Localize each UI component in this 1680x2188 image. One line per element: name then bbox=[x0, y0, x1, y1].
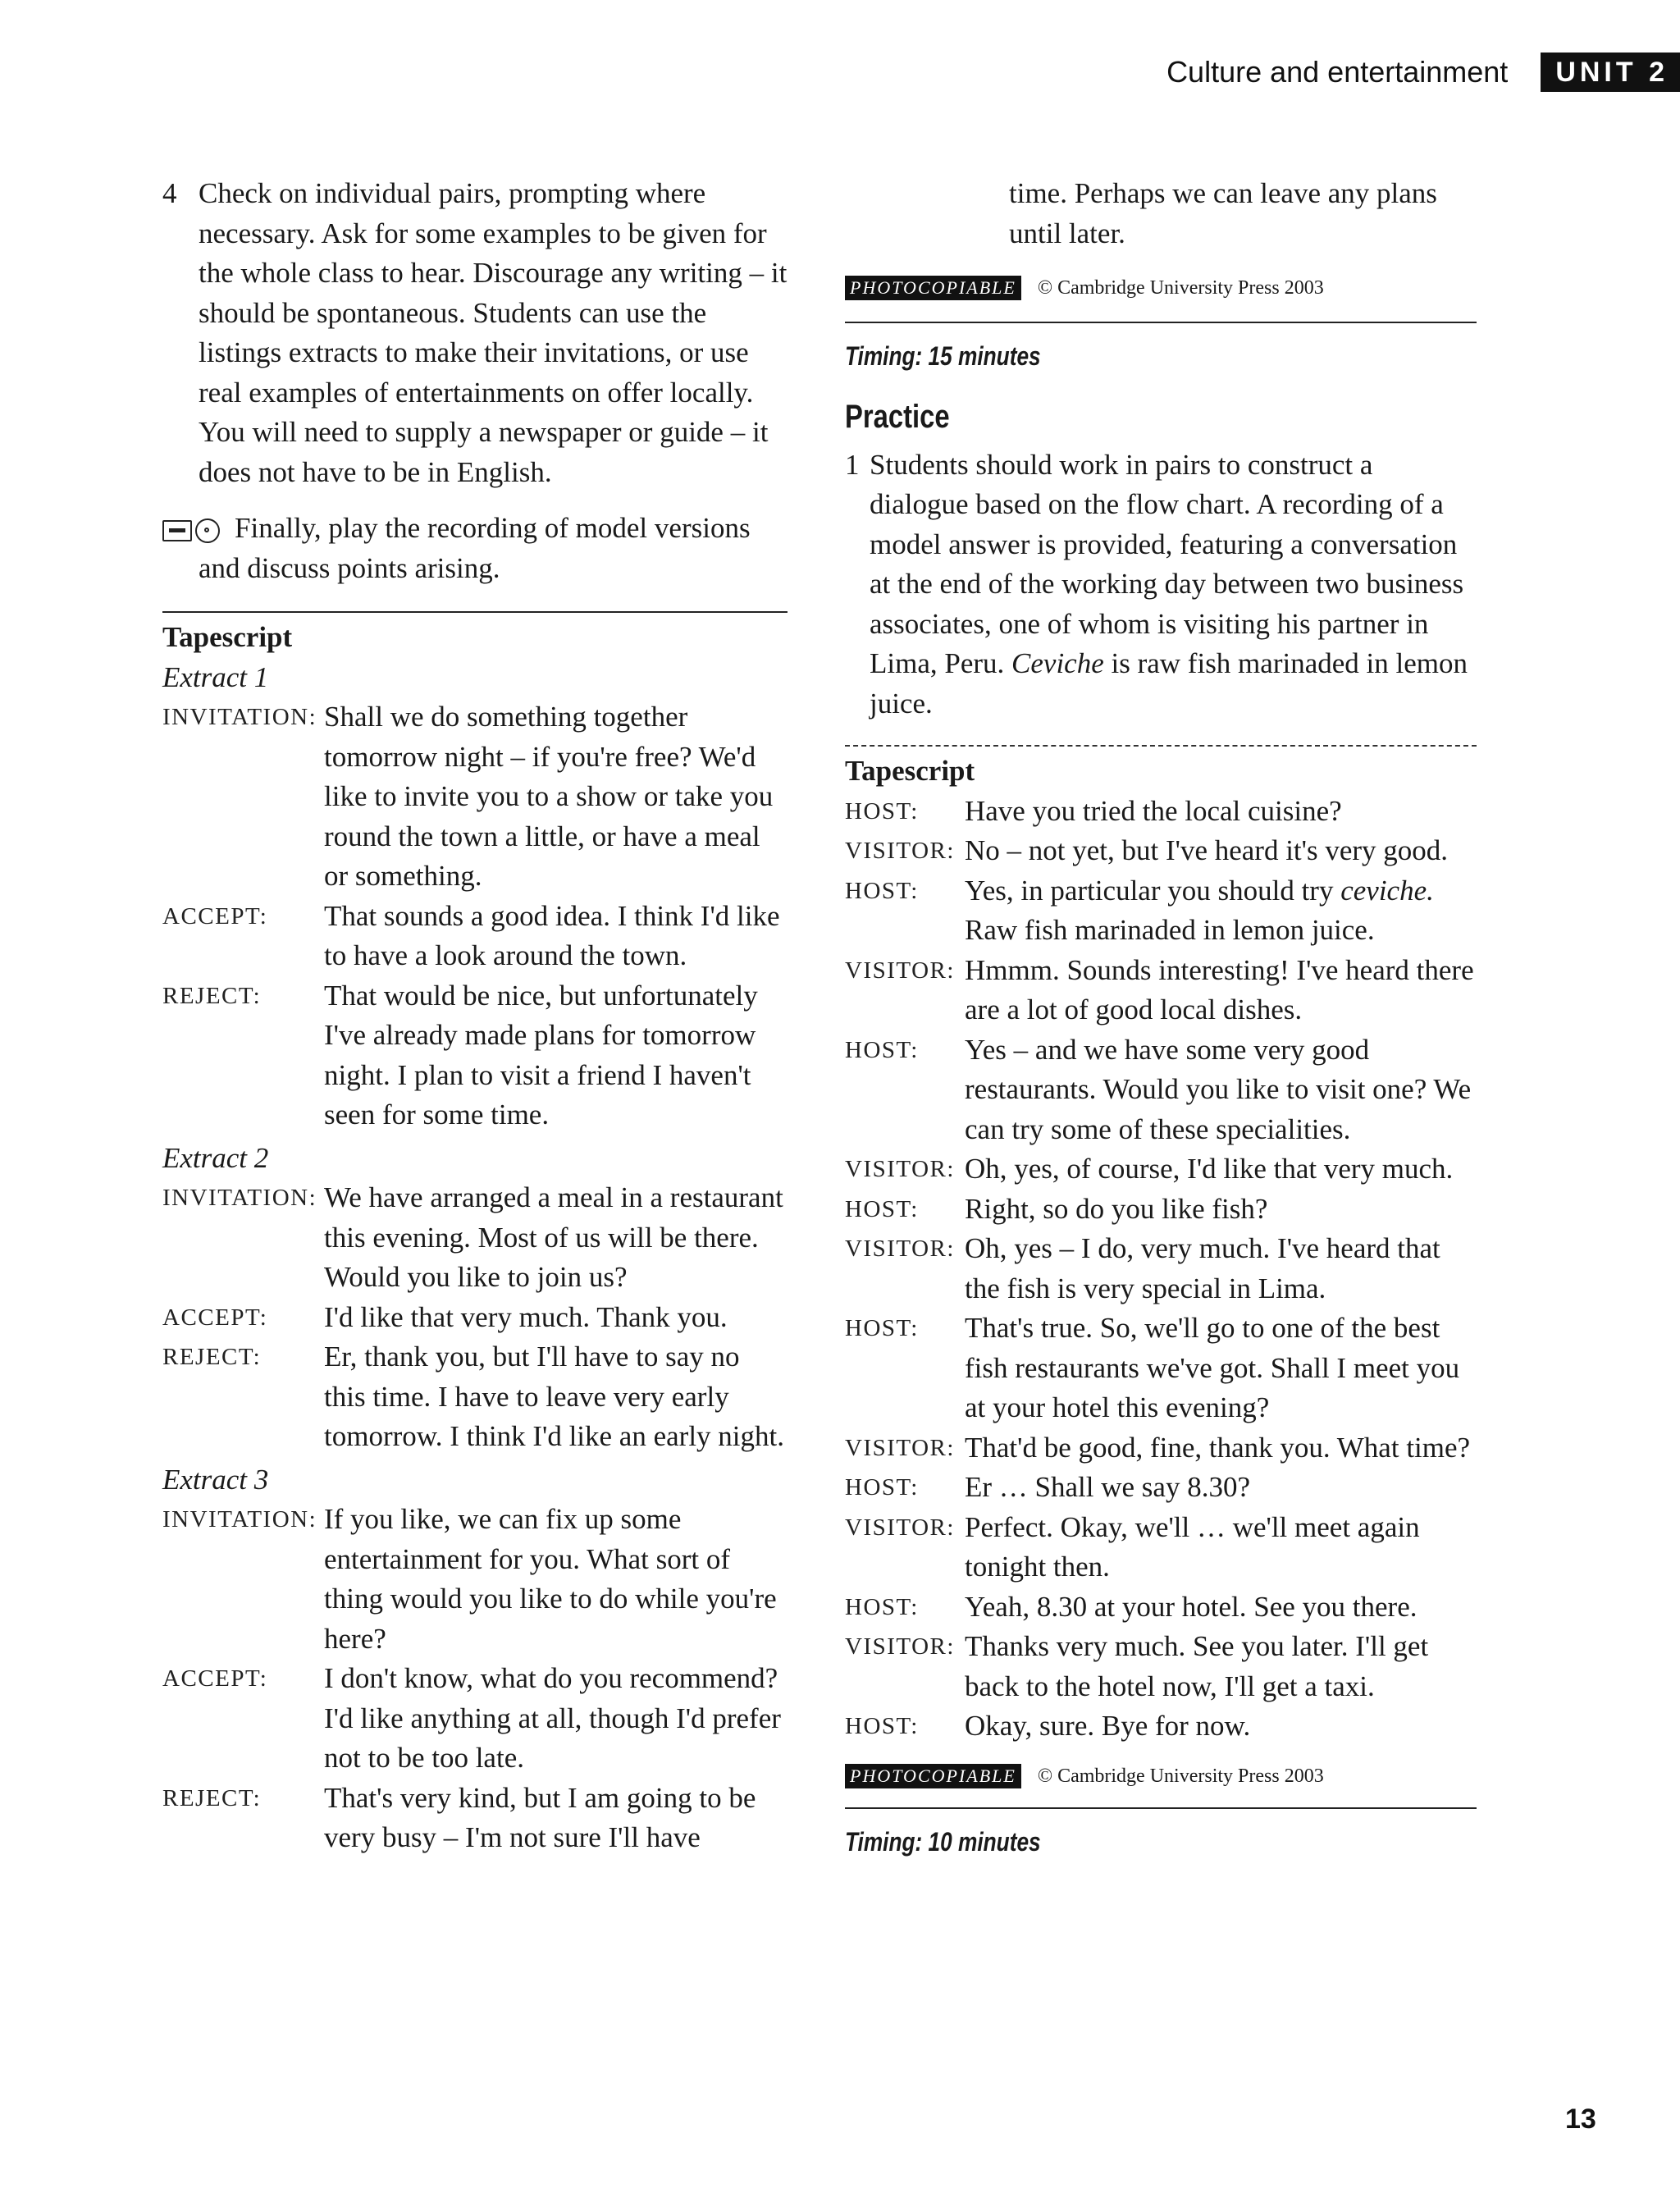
tapescript-line bbox=[162, 1500, 788, 1659]
speech-text: Perfect. Okay, we'll … we'll meet again tonight then. bbox=[965, 1510, 1420, 1583]
speech-text: That'd be good, fine, thank you. What time? bbox=[965, 1431, 1471, 1464]
speech-text: Oh, yes, of course, I'd like that very much. bbox=[965, 1153, 1454, 1185]
section-title: Culture and entertainment bbox=[1166, 55, 1509, 89]
extract-title: Extract 3 bbox=[162, 1463, 269, 1496]
speaker-label: HOST: bbox=[845, 1315, 919, 1341]
copyright-text: © Cambridge University Press 2003 bbox=[1037, 1765, 1324, 1787]
dialogue-line bbox=[845, 1309, 1477, 1428]
divider bbox=[845, 1807, 1477, 1809]
speech-text: Er … Shall we say 8.30? bbox=[965, 1471, 1250, 1503]
dialogue-line bbox=[845, 1428, 1477, 1469]
speech-text: That's true. So, we'll go to one of the best fish restaurants we've got. Shall I meet you at your hotel this evening? bbox=[965, 1312, 1460, 1423]
speaker-label: ACCEPT: bbox=[162, 1665, 268, 1692]
speech-text: I don't know, what do you recommend? I'd like anything at all, though I'd prefer not to be too late. bbox=[324, 1662, 781, 1774]
speaker-label: VISITOR: bbox=[845, 1514, 955, 1541]
photocopiable-badge: PHOTOCOPIABLE bbox=[845, 1764, 1021, 1788]
timing-label: Timing: 10 minutes bbox=[845, 1827, 1041, 1857]
dialogue-line bbox=[845, 951, 1477, 1030]
extracts bbox=[162, 658, 788, 1858]
tapescript-line bbox=[162, 1298, 788, 1338]
step-number: 1 bbox=[845, 448, 860, 481]
speech-text: Yes, in particular you should try ceviche. Raw fish marinaded in lemon juice. bbox=[965, 874, 1434, 946]
speaker-label: ACCEPT: bbox=[162, 902, 268, 930]
dialogue-line bbox=[845, 871, 1477, 951]
speaker-label: HOST: bbox=[845, 1195, 919, 1222]
dialogue-line bbox=[845, 1229, 1477, 1309]
step-text: Check on individual pairs, prompting where necessary. Ask for some examples to be given for the whole class to hear. Discourage any writing – it should be spontaneous. Students can use the listings extracts to make their invitations, or use real examples of entertainments on offer locally. You will need to supply a newspaper or guide – it does not have to be in English. bbox=[199, 177, 788, 488]
finally-instruction bbox=[162, 509, 788, 588]
cassette-icon bbox=[162, 520, 192, 541]
photocopiable-row-2 bbox=[845, 1756, 1477, 1797]
speaker-label: VISITOR: bbox=[845, 1434, 955, 1461]
tapescript-line bbox=[162, 897, 788, 976]
practice-text: Students should work in pairs to construct a dialogue based on the flow chart. A recording of a model answer is provided, featuring a conversation at the end of the working day between two business associates, one of whom is visiting his partner in Lima, Peru. Ceviche is raw fish marinaded in lemon juice. bbox=[870, 448, 1468, 719]
speech-text: I'd like that very much. Thank you. bbox=[324, 1300, 728, 1333]
speaker-label: HOST: bbox=[845, 797, 919, 824]
step-4 bbox=[162, 174, 788, 492]
speech-text: Right, so do you like fish? bbox=[965, 1192, 1268, 1225]
dialogue-line bbox=[845, 1190, 1477, 1230]
italic-term: Ceviche bbox=[1011, 647, 1104, 679]
unit-badge: UNIT 2 bbox=[1541, 53, 1680, 92]
speech-text: Yes – and we have some very good restaurants. Would you like to visit one? We can try some of these specialities. bbox=[965, 1033, 1472, 1145]
speech-text: Oh, yes – I do, very much. I've heard that the fish is very special in Lima. bbox=[965, 1232, 1440, 1304]
photocopiable-badge: PHOTOCOPIABLE bbox=[845, 276, 1021, 300]
tapescript-line bbox=[162, 1178, 788, 1298]
speaker-label: VISITOR: bbox=[845, 1236, 955, 1262]
step-number: 4 bbox=[162, 177, 177, 209]
dialogue bbox=[845, 792, 1477, 1747]
speaker-label: INVITATION: bbox=[162, 1185, 317, 1211]
speech-text: Yeah, 8.30 at your hotel. See you there. bbox=[965, 1590, 1418, 1623]
dialogue-line bbox=[845, 1627, 1477, 1706]
cd-icon bbox=[195, 518, 220, 543]
tapescript-line bbox=[162, 1659, 788, 1779]
photocopiable-row-1 bbox=[845, 268, 1477, 308]
speaker-label: VISITOR: bbox=[845, 1633, 955, 1660]
speaker-label: REJECT: bbox=[162, 1784, 262, 1811]
extract-title: Extract 1 bbox=[162, 660, 269, 693]
speech-text: We have arranged a meal in a restaurant this evening. Most of us will be there. Would you like to join us? bbox=[324, 1181, 783, 1293]
speech-text: Hmmm. Sounds interesting! I've heard there are a lot of good local dishes. bbox=[965, 953, 1474, 1025]
speaker-label: HOST: bbox=[845, 1036, 919, 1063]
speech-text: Shall we do something together tomorrow night – if you're free? We'd like to invite you to a show or take you round the town a little, or have a meal or something. bbox=[324, 701, 774, 892]
speaker-label: VISITOR: bbox=[845, 1156, 955, 1182]
divider bbox=[845, 745, 1477, 747]
dialogue-line bbox=[845, 792, 1477, 832]
speaker-label: HOST: bbox=[845, 877, 919, 904]
tapescript-line bbox=[162, 1779, 788, 1858]
tapescript-heading: Tapescript bbox=[845, 755, 975, 787]
continuation-text: time. Perhaps we can leave any plans until later. bbox=[1009, 177, 1437, 249]
right-column bbox=[845, 174, 1477, 1862]
practice-heading: Practice bbox=[845, 399, 950, 435]
extract-title: Extract 2 bbox=[162, 1141, 269, 1174]
speech-text: Have you tried the local cuisine? bbox=[965, 794, 1342, 827]
tapescript-heading: Tapescript bbox=[162, 621, 293, 653]
divider bbox=[162, 611, 788, 613]
dialogue-line bbox=[845, 1030, 1477, 1150]
practice-step-1 bbox=[845, 445, 1477, 724]
tapescript-line bbox=[162, 1337, 788, 1457]
dialogue-line bbox=[845, 831, 1477, 871]
speaker-label: VISITOR: bbox=[845, 957, 955, 984]
tapescript-line bbox=[162, 976, 788, 1135]
speech-text: Thanks very much. See you later. I'll get back to the hotel now, I'll get a taxi. bbox=[965, 1630, 1429, 1702]
speech-text: That would be nice, but unfortunately I've already made plans for tomorrow night. I plan to visit a friend I haven't seen for some time. bbox=[324, 979, 758, 1131]
dialogue-line bbox=[845, 1587, 1477, 1628]
speaker-label: REJECT: bbox=[162, 1344, 262, 1370]
dialogue-line bbox=[845, 1149, 1477, 1190]
divider bbox=[845, 322, 1477, 323]
speech-text: If you like, we can fix up some entertainment for you. What sort of thing would you like to do while you're here? bbox=[324, 1503, 777, 1655]
speaker-label: INVITATION: bbox=[162, 704, 317, 730]
speaker-label: VISITOR: bbox=[845, 838, 955, 864]
timing-label: Timing: 15 minutes bbox=[845, 340, 1041, 371]
speaker-label: REJECT: bbox=[162, 982, 262, 1009]
dialogue-line bbox=[845, 1468, 1477, 1508]
speaker-label: HOST: bbox=[845, 1713, 919, 1739]
speech-text: That's very kind, but I am going to be very busy – I'm not sure I'll have bbox=[324, 1781, 756, 1853]
speech-text: No – not yet, but I've heard it's very good. bbox=[965, 834, 1449, 866]
speech-text: That sounds a good idea. I think I'd like to have a look around the town. bbox=[324, 899, 780, 971]
dialogue-line bbox=[845, 1706, 1477, 1747]
speech-text: Er, thank you, but I'll have to say no this time. I have to leave very early tomorrow. I think I'd like an early night. bbox=[324, 1341, 784, 1452]
tapescript-line bbox=[162, 697, 788, 897]
dialogue-line bbox=[845, 1508, 1477, 1587]
speaker-label: INVITATION: bbox=[162, 1506, 317, 1533]
page-header bbox=[1166, 54, 1680, 90]
finally-text: Finally, play the recording of model versions and discuss points arising. bbox=[199, 512, 751, 584]
page-number: 13 bbox=[1565, 2103, 1596, 2135]
speaker-label: HOST: bbox=[845, 1474, 919, 1501]
copyright-text: © Cambridge University Press 2003 bbox=[1037, 277, 1324, 299]
speaker-label: HOST: bbox=[845, 1593, 919, 1620]
speaker-label: ACCEPT: bbox=[162, 1304, 268, 1331]
left-column bbox=[162, 174, 788, 1858]
speech-text: Okay, sure. Bye for now. bbox=[965, 1710, 1251, 1742]
